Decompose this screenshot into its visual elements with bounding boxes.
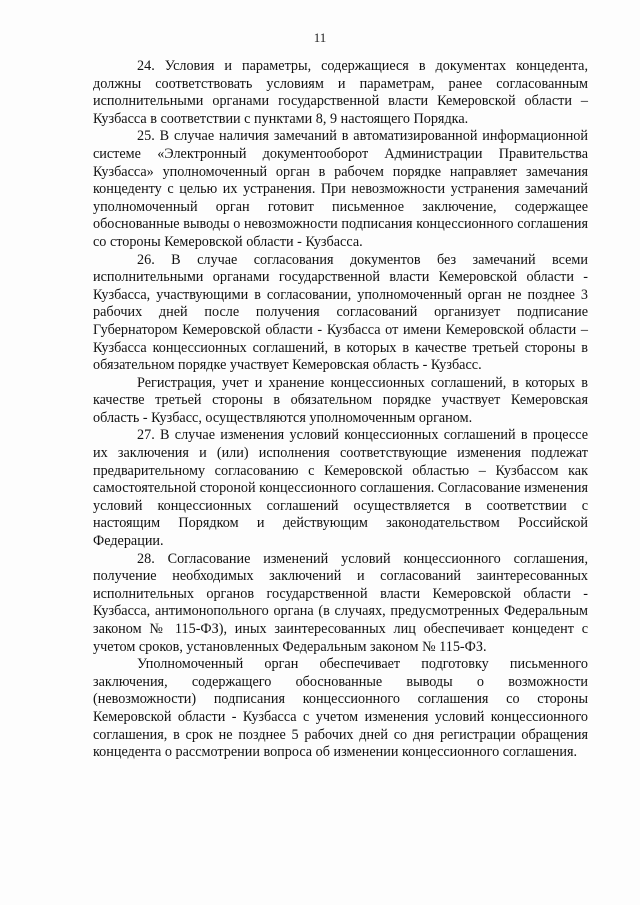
- paragraph-26: 26. В случае согласования документов без замечаний всеми исполнительными органами государственной власти Кемеровской области - Кузбасса, участвующими в согласовании, уполномоченный орган не позднее 3 рабочих дней после получения согласований организует подписание Губернатором Кемеровской области - Кузбасса от имени Кемеровской области – Кузбасса концессионных соглашений, в которых в качестве третьей стороны в обязательном порядке участвует Кемеровская область - Кузбасс.: [93, 251, 588, 374]
- page-number: 11: [313, 30, 327, 45]
- paragraph-authorized-body: Уполномоченный орган обеспечивает подготовку письменного заключения, содержащего обоснованные выводы о возможности (невозможности) подписания концессионного соглашения со стороны Кемеровской области - Кузбасса с учетом изменения условий концессионного соглашения, в срок не позднее 5 рабочих дней со дня регистрации обращения концедента о рассмотрении вопроса об изменении концессионного соглашения.: [93, 656, 588, 761]
- paragraph-27: 27. В случае изменения условий концессионных соглашений в процессе их заключения и (или) исполнения соответствующие изменения подлежат предварительному согласованию с Кемеровской областью – Кузбассом как самостоятельной стороной концессионного соглашения. Согласование изменения условий концессионных соглашений осуществляется в соответствии с настоящим Порядком и действующим законодательством Российской Федерации.: [93, 427, 588, 550]
- paragraph-registration: Регистрация, учет и хранение концессионных соглашений, в которых в качестве третьей стороны в обязательном порядке участвует Кемеровская область - Кузбасс, осуществляются уполномоченным органом.: [93, 374, 588, 426]
- paragraph-24: 24. Условия и параметры, содержащиеся в документах концедента, должны соответствовать условиям и параметрам, ранее согласованным исполнительными органами государственной власти Кемеровской области – Кузбасса в соответствии с пунктами 8, 9 настоящего Порядка.: [93, 58, 588, 127]
- paragraph-28: 28. Согласование изменений условий концессионного соглашения, получение необходимых заключений и согласований заинтересованных исполнительных органов государственной власти Кемеровской области - Кузбасса, антимонопольного органа (в случаях, предусмотренных Федеральным законом № 115-ФЗ), иных заинтересованных лиц обеспечивает концедент с учетом сроков, установленных Федеральным законом № 115-ФЗ.: [93, 550, 588, 655]
- paragraph-25: 25. В случае наличия замечаний в автоматизированной информационной системе «Электронный документооборот Администрации Правительства Кузбасса» уполномоченный орган в рабочем порядке направляет замечания концеденту с целью их устранения. При невозможности устранения замечаний уполномоченный орган готовит письменное заключение, содержащее обоснованные выводы о невозможности подписания концессионного соглашения со стороны Кемеровской области - Кузбасса.: [93, 128, 588, 250]
- document-body: [93, 58, 588, 762]
